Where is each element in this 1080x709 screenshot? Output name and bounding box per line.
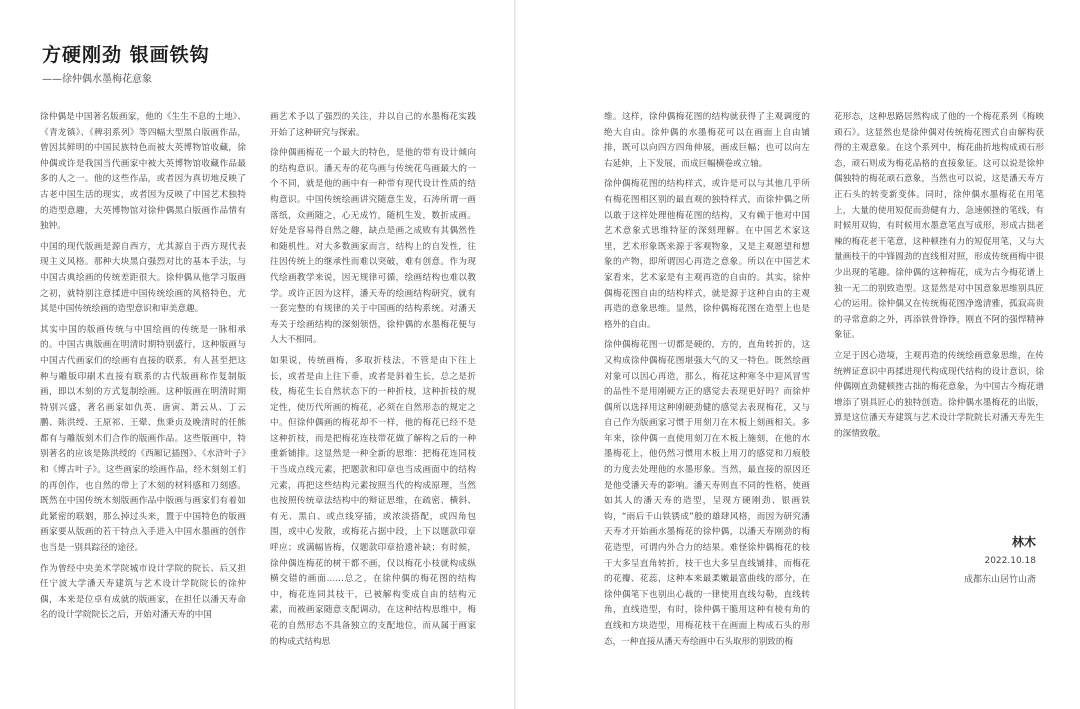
paragraph: 维。这样，徐仲偶梅花图的结构就获得了主观调度的绝大自由。徐仲偶的水墨梅花可以在画面上自由铺排，既可以向四方四角伸展，画成巨幅；也可以向左右延伸，上下发展，而成巨幅横卷或立轴。 xyxy=(604,112,810,169)
article-subtitle: ——徐仲偶水墨梅花意象 xyxy=(42,74,152,85)
right-page-column-2 xyxy=(834,110,1044,490)
paragraph: 中国的现代版画是源自西方，尤其源自于西方现代表现主义风格。那种大块黑白强烈对比的基本手法，与中国古典绘画的传统差距很大。徐仲偶从他学习版画之初，就特别注意揉进中国传统绘画的风格特色，尤其是中国传统绘画的造型意识和审美意趣。 xyxy=(40,241,246,315)
right-page-column-1 xyxy=(604,110,810,702)
paragraph: 画艺术予以了强烈的关注，并以自己的水墨梅花实践开始了这种研究与探索。 xyxy=(270,112,476,138)
paragraph: 徐仲偶梅花图的结构样式，或许是可以与其他几乎所有梅花图相区别的最直观的独特样式，而徐仲偶之所以敢于这样处理他梅花图的结构，又有赖于他对中国艺术意象式思维特征的深刻理解。在中国艺术家这里，艺术形象既来源于客观物象，又是主观愿望和想象的产物，即所谓因心再造之意象。所以在中国艺术家看来，艺术家是有主观再造的自由的。其实，徐仲偶梅花图自由的结构样式，就是源于这种自由的主观再造的意象思维。显然，徐仲偶梅花图在造型上也是格外的自由。 xyxy=(604,179,810,330)
signature-author: 林木 xyxy=(1011,535,1036,549)
paragraph: 如果说，传统画梅，多取折枝法，不管是由下往上长，或者是由上往下垂，或者是斜着生长，总之是折枝，梅花生长自然状态下的一种折枝，这种折枝的规定性，使历代所画的梅花，必须在自然形态的规定之中。但徐仲偶画的梅花却不一样，他的梅花已经不是这种折枝，而是把梅花连枝带花做了解构之后的一种重新铺排。这显然是一种全新的思维：把梅花连同枝干当成点线元素，把题款和印章也当成画面中的结构元素，再把这些结构元素按照当代的构成原理，当然也按照传统章法结构中的辩证思维，在疏密、横斜、有无、黑白、或点线穿插，或浓淡搭配，或四角包围，或中心发散，或梅花占据中段，上下以题款印章呼应；或满幅皆梅，仅题款印章拾遗补缺；有时候，徐仲偶连梅花的树干都不画，仅以梅花小枝就构成纵横交错的画面……总之，在徐仲偶的梅花图的结构中，梅花连同其枝干，已被解构变成自由的结构元素，而被画家随意支配调动，在这种结构思维中，梅花的自然形态不具备独立的支配地位，而从属于画家的构成式结构思 xyxy=(270,355,476,647)
left-page-column-1 xyxy=(40,110,246,702)
right-page xyxy=(516,0,1080,709)
paragraph: 立足于因心造境，主观再造的传统绘画意象思维，在传统辨证意识中再揉进现代构成现代结构的设计意识，徐仲偶刚直劲健顿挫古拙的梅花意象，为中国古今梅花谱增添了别具匠心的独特创造。徐仲偶水墨梅花的出版，算是这位潘天寿建筑与艺术设计学院院长对潘天寿先生的深情致敬。 xyxy=(834,350,1044,439)
paragraph: 徐仲偶画梅花一个最大的特色，是他的带有设计倾向的结构意识。潘天寿的花鸟画与传统花鸟画最大的一个不同，就是他的画中有一种带有现代设计性质的结构意识。中国传统绘画讲究随意生发，石涛所谓一画落纸，众画随之，心无成竹，随机生发，数折成画。好处是容易得自然之趣，缺点是画之成败有其偶然性和随机性。对大多数画家而言，结构上的自发性，往往因传统上的继承性而难以突破，难有创意。作为现代绘画教学来说，因无规律可循，绘画结构也难以教学。或许正因为这样，潘天寿的绘画结构研究，就有一套完整的有规律的关于中国画的结构系统。对潘天寿关于绘画结构的深刻领悟，徐仲偶的水墨梅花便与人大不相同。 xyxy=(270,148,476,346)
left-page xyxy=(0,0,514,709)
paragraph: 徐仲偶是中国著名版画家，他的《生生不息的土地》、《青龙镇》、《稗羽系列》等四幅大型黑白版画作品，曾因其鲜明的中国民族特色而被大英博物馆收藏，徐仲偶或许是我国当代画家中被大英博物馆收藏作品最多的人之一。他的这些作品，或者因为真切地反映了古老中国生活的现实，或者因为反映了中国艺术独特的造型意趣，大英博物馆对徐仲偶黑白版画作品情有独钟。 xyxy=(40,112,246,232)
article-title: 方硬刚劲 银画铁钩 xyxy=(42,44,210,66)
paragraph: 作为曾经中央美术学院城市设计学院的院长、后又担任宁波大学潘天寿建筑与艺术设计学院院长的徐仲偶，本来是位卓有成就的版画家，在担任以潘天寿命名的设计学院院长之后，开始对潘天寿的中国 xyxy=(40,563,246,621)
left-page-column-2 xyxy=(270,110,476,702)
paragraph: 花形态，这种思路居然构成了他的一个梅花系列《梅映顽石》。这显然也是徐仲偶对传统梅花图式自由解构获得的主观意象。在这个系列中，梅花曲折地构成顽石形态，顽石则成为梅花品格的直接象征。这可以说是徐仲偶独特的梅花顽石意象，当然也可以说，这是潘天寿方正石头的转变新变体。同时，徐仲偶水墨梅花在用笔上，大量的使用短促而劲健有力，急速顿挫的笔线，有时候用双钩，有时候用水墨意笔直写成形，形成古拙老辣的梅花老干笔意，这种顿挫有力的短促用笔，又与大量画枝干的中锋圆劲的直线相对照，形成传统画梅中很少出现的笔趣。徐仲偶的这种梅花，成为古今梅花谱上独一无二的别致造型。这显然是对中国意象思维别具匠心的运用。徐仲偶又在传统梅花图净逸清雅，孤寂高贵的寻常意韵之外，再添铁骨铮铮，刚直不阿的强悍精神象征。 xyxy=(834,112,1044,341)
paragraph: 其实中国的版画传统与中国绘画的传统是一脉相承的。中国古典版画在明清时期特别盛行，这种版画与中国古代画家们的绘画有直接的联系，有人甚至把这种与雕版印刷术直接有联系的古代版画称作复制版画，即以木刻的方式复制绘画。这种版画在明清时期特别兴盛，著名画家如仇英、唐寅、萧云从、丁云鹏、陈洪绶、王原祁、王翚、焦秉贞及晚清时的任熊都有与雕版刻木们合作的版画作品。这些版画中，特别著名的应该是陈洪绶的《西厢记插图》、《水浒叶子》和《博古叶子》。这些画家的绘画作品，经木刻刻工们的再创作，也自然的带上了木刻的材料感和刀刻感。既然在中国传统木刻版画作品中版画与画家们有着如此紧密的联姻，那么掉过头来，置于中国特色的版画画家要从版画的若干特点入手进入中国水墨画的创作也当是一别具踪径的途径。 xyxy=(40,324,246,554)
paragraph: 徐仲偶梅花图一切都是硬的，方的，直角转折的，这又构成徐仲偶梅花图堪强大气的又一特色。既然绘画对象可以因心再造，那么，梅花这种寒冬中迎风冒雪的品性不是用刚硬方正的感觉去表现更好吗？而徐仲偶所以选择用这种刚硬劲健的感觉去表现梅花，又与自己作为版画家习惯于用刻刀在木板上刻画相关。多年来，徐仲偶一直使用刻刀在木板上施刻，在他的水墨梅花上，他仍然习惯用木板上用刀的感觉和刀痕般的力度去处理他的水墨形象。当然，最直接的原因还是他受潘天寿的影响。潘天寿则直不同的性格，使画如其人的潘天寿的造型，呈现方硬刚劲、银画铁钩，“雨后千山铁锈成”般的雄肆风格，而因为研究潘天寿才开始画水墨梅花的徐仲偶，以潘天寿刚劲的梅花造型，可谓内外合力的结果。难怪徐仲偶梅花的枝干大多呈直角转折，枝干也大多呈直线铺排，而梅花的花瓣、花蕊，这种本来最柔嫩最富曲线的部分，在徐仲偶笔下也别出心裁的一律使用直线勾勒，直线转角，直线造型，有时，徐仲偶干脆用这种有棱有角的直线和方块造型，用梅花枝干在画面上构成石头的形态，一种直接从潘天寿绘画中石头取形的别致的梅 xyxy=(604,340,810,647)
signature-place: 成都东山居竹山斋 xyxy=(963,575,1036,585)
signature-date: 2022.10.18 xyxy=(984,556,1036,566)
